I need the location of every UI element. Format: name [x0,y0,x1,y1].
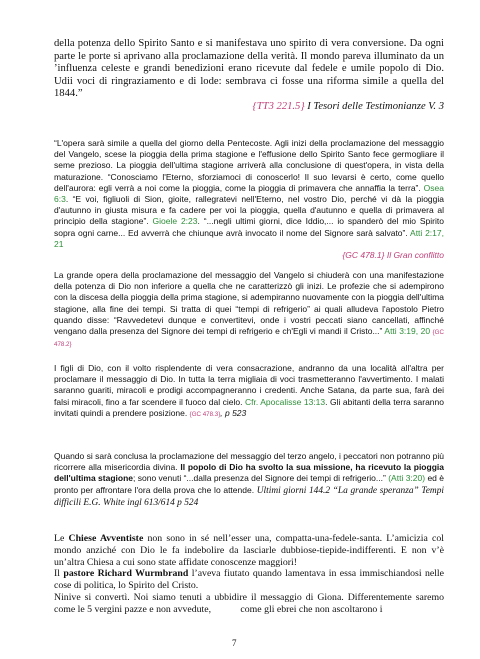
ref-gc-478-3: {GC 478.3} [189,410,221,418]
quote-block-great-controversy-3 [54,363,444,420]
paragraph-text: ed è pronto per affrontare l'ora della prova che lo attende. [54,473,444,495]
bold-adventist: Chiese Avventiste [68,533,144,544]
page-ref: , p 523 [220,407,247,418]
quote-block-last-days [54,451,444,510]
paragraph-text: ; sono venuti “...dalla presenza del Signore dei tempi di refrigerio...” [133,473,386,484]
paragraph-text: La grande opera della proclamazione del messaggio del Vangelo si chiuderà con una manifestazione della potenza di Dio non inferiore a quella che ne caratterizzò gli inizi. Le profezie che si adempirono con la discesa della pioggia della prima stagione, si adempiranno nuovamente con la pioggia dell'ultima stagione, alla fine dei tempi. Si tratta di quei “tempi di refrigerio” ai quali alludeva l'apostolo Pietro quando disse: “Ravvedetevi dunque e convertitevi, onde i vostri peccati siano cancellati, affinché vengano dalla presenza del Signore dei tempi di refrigerio e ch'Egli vi mandi il Cristo...” [54,270,444,337]
paragraph-text: I figli di Dio, con il volto risplendente di vera consacrazione, andranno da una località all'altra per proclamare il messaggio di Dio. In tutta la terra migliaia di voci trasmetteranno l'avvertimento. I malati saranno guariti, miracoli e prodigi accompagneranno i credenti. Anche Satana, da parte sua, farà dei falsi miracoli, fino a far scendere il fuoco dal cielo. [54,363,444,407]
bible-ref-atti-3-20[interactable]: (Atti 3:20) [388,473,426,484]
paragraph-text: Quando si sarà conclusa la proclamazione del messaggio del terzo angelo, i peccatori non potranno più ricorrere alla misericordia divina. [54,451,444,473]
ref-gc-478-2: {GC 478.2} [54,329,444,349]
commentary-block [54,533,447,616]
bible-ref-atti-3[interactable]: Atti 3:19, 20 [384,326,431,337]
paragraph-text: . Gli abitanti della terra saranno invitati quindi a prendere posizione. [54,396,444,418]
paragraph-text: . “...negli ultimi giorni, dice Iddio,... io spanderò del mio Spirito sopra ogni carne... Ed avverrà che chiunque avrà invocato il nome del Signore sarà salvato”. [54,216,444,238]
paragraph-adventist: Le Chiese Avventiste non sono in sé nell’esser una, compatta-una-fedele-santa. L’amicizia col mondo anziché con Dio le fa indebolire da lasciarle dubbiose-tiepide-indifferenti. E non v’è un’altra Chiesa a cui sono state affidate conoscenze maggiori! [54,533,444,568]
quote-block-testimonies [54,38,444,114]
paragraph-text: . “E voi, figliuoli di Sion, gioite, rallegratevi nell'Eterno, nel vostro Dio, perché vi dà la pioggia d'autunno in giusta misura e fa cadere per voi la pioggia, quella d'autunno e quella di primavera al principio della stagione”. [54,194,444,227]
quote-block-great-controversy-1 [54,138,444,261]
bible-ref-gioele[interactable]: Gioele 2:23 [152,216,198,227]
source-last-days: Ultimi giorni 144.2 “La grande speranza” Tempi difficili E.G. White ingl 613/614 p 524 [54,485,444,509]
page-number: 7 [232,638,237,648]
source-title: I Tesori delle Testimonianze V. 3 [307,100,444,112]
quote-block-great-controversy-2 [54,270,444,350]
paragraph-text: “L'opera sarà simile a quella del giorno della Pentecoste. Agli inizi della proclamazione del messaggio del Vangelo, scese la pioggia della prima stagione e l'effusione dello Spirito Santo fece germogliare il seme prezioso. La pioggia dell'ultima stagione arriverà alla conclusione di quest'opera, in vista della maturazione. “Conosciamo l'Eterno, sforziamoci di conoscerlo! Il suo levarsi è certo, come quello dell'aurora: egli verrà a noi come la pioggia, come la pioggia di primavera che annaffia la terra”. [54,138,444,193]
quote-text: della potenza dello Spirito Santo e si manifestava uno spirito di vera conversione. Da ogni parte le porte si aprivano alla proclamazione della verità. Il mondo pareva illuminato da un ’influenza celeste e grandi benedizioni erano ricevute dal fedele e umile popolo di Dio. Udii voci di ringraziamento e di lode: sembrava ci fosse una riforma simile a quella del 1844.” [54,38,444,100]
bold-wurmbrand: pastore Richard Wurmbrand [63,568,189,580]
source-gc-478-1: {GC 478.1} Il Gran conflitto [342,250,444,261]
bible-ref-apocalisse[interactable]: Cfr. Apocalisse 13:13 [244,396,326,407]
paragraph-wurmbrand: Il pastore Richard Wurmbrand l’aveva fiutato quando lamentava in essa immischiandosi nelle cose di politica, lo Spirito del Cristo. [54,568,444,592]
bold-statement: Il popolo di Dio ha svolto la sua missione, ha ricevuto la pioggia dell'ultima stagione [54,462,444,484]
bible-ref-osea[interactable]: Osea 6:3 [54,182,444,205]
paragraph-ninive: Ninive si convertì. Noi siamo tenuti a ubbidire il messaggio di Giona. Differentemente saremo come le 5 vergini pazze e non avvedute, come gli ebrei che non ascoltarono i [54,591,447,615]
reference-tt3: {TT3 221.5} [252,100,305,112]
bible-ref-atti[interactable]: Atti 2:17, 21 [54,227,444,249]
